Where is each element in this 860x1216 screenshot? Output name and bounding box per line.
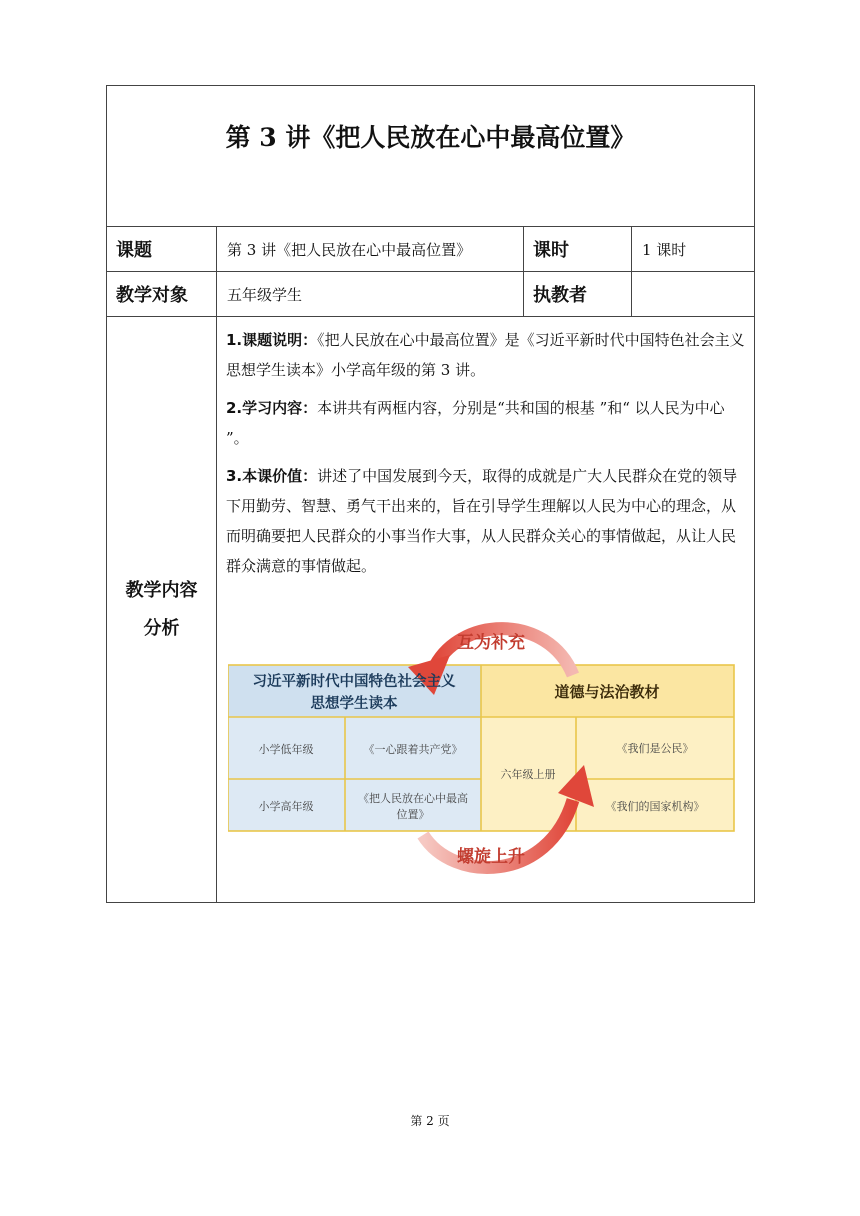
paragraph-2-head: 2.学习内容： bbox=[226, 399, 318, 417]
analysis-content bbox=[217, 317, 755, 903]
low-grade-text: 小学低年级 bbox=[258, 743, 314, 756]
top-arrow-label: 互为补充 bbox=[457, 633, 525, 653]
title-cell bbox=[107, 86, 755, 227]
paragraph-3-head: 3.本课价值： bbox=[226, 467, 318, 485]
high-grade-book-cell bbox=[345, 779, 481, 831]
curriculum-figure bbox=[228, 615, 754, 894]
paragraph-1-body: 《把人民放在心中最高位置》是《习近平新时代中国特色社会主义思想学生读本》小学高年级的第 3 讲。 bbox=[226, 331, 745, 379]
analysis-label bbox=[107, 317, 217, 903]
audience-value: 五年级学生 bbox=[217, 272, 524, 317]
paragraph-2-body: 本讲共有两框内容，分别是“共和国的根基 ”和“ 以人民为中心 ”。 bbox=[226, 399, 725, 447]
book-b-text: 《我们的国家机构》 bbox=[605, 800, 705, 813]
right-header: 道德与法治教材 bbox=[554, 683, 660, 701]
left-header-line2: 思想学生读本 bbox=[310, 696, 398, 712]
audience-label: 教学对象 bbox=[107, 272, 217, 317]
teacher-label: 执教者 bbox=[524, 272, 632, 317]
topic-label: 课题 bbox=[107, 227, 217, 272]
page-title: 第 3 讲《把人民放在心中最高位置》 bbox=[225, 123, 636, 152]
period-value: 1 课时 bbox=[632, 227, 755, 272]
lesson-table bbox=[106, 85, 755, 903]
paragraph-3-body: 讲述了中国发展到今天，取得的成就是广大人民群众在党的领导下用勤劳、智慧、勇气干出来的，旨在引导学生理解以人民为中心的理念，从而明确要把人民群众的小事当作大事，从人民群众关心的事情做起，从让人民群众满意的事情做起。 bbox=[226, 467, 738, 575]
high-grade-book-line2: 位置》 bbox=[396, 808, 430, 821]
high-grade-text: 小学高年级 bbox=[258, 800, 314, 813]
paragraph-3 bbox=[226, 461, 748, 581]
grade6-text: 六年级上册 bbox=[500, 768, 556, 781]
left-header-line1: 习近平新时代中国特色社会主义 bbox=[252, 674, 456, 690]
paragraph-1 bbox=[226, 325, 748, 385]
book-a-text: 《我们是公民》 bbox=[616, 742, 694, 755]
analysis-label-line2: 分析 bbox=[143, 617, 180, 639]
teacher-value bbox=[632, 272, 755, 317]
analysis-label-line1: 教学内容 bbox=[125, 579, 198, 601]
low-grade-book-text: 《一心跟着共产党》 bbox=[363, 743, 463, 756]
period-label: 课时 bbox=[524, 227, 632, 272]
topic-value: 第 3 讲《把人民放在心中最高位置》 bbox=[217, 227, 524, 272]
paragraph-1-head: 1.课题说明： bbox=[226, 331, 318, 349]
curriculum-diagram bbox=[228, 615, 738, 890]
paragraph-2 bbox=[226, 393, 748, 453]
high-grade-book-line1: 《把人民放在心中最高 bbox=[358, 792, 468, 805]
bottom-arrow-label: 螺旋上升 bbox=[457, 847, 525, 867]
page-footer: 第 2 页 bbox=[410, 1114, 450, 1128]
